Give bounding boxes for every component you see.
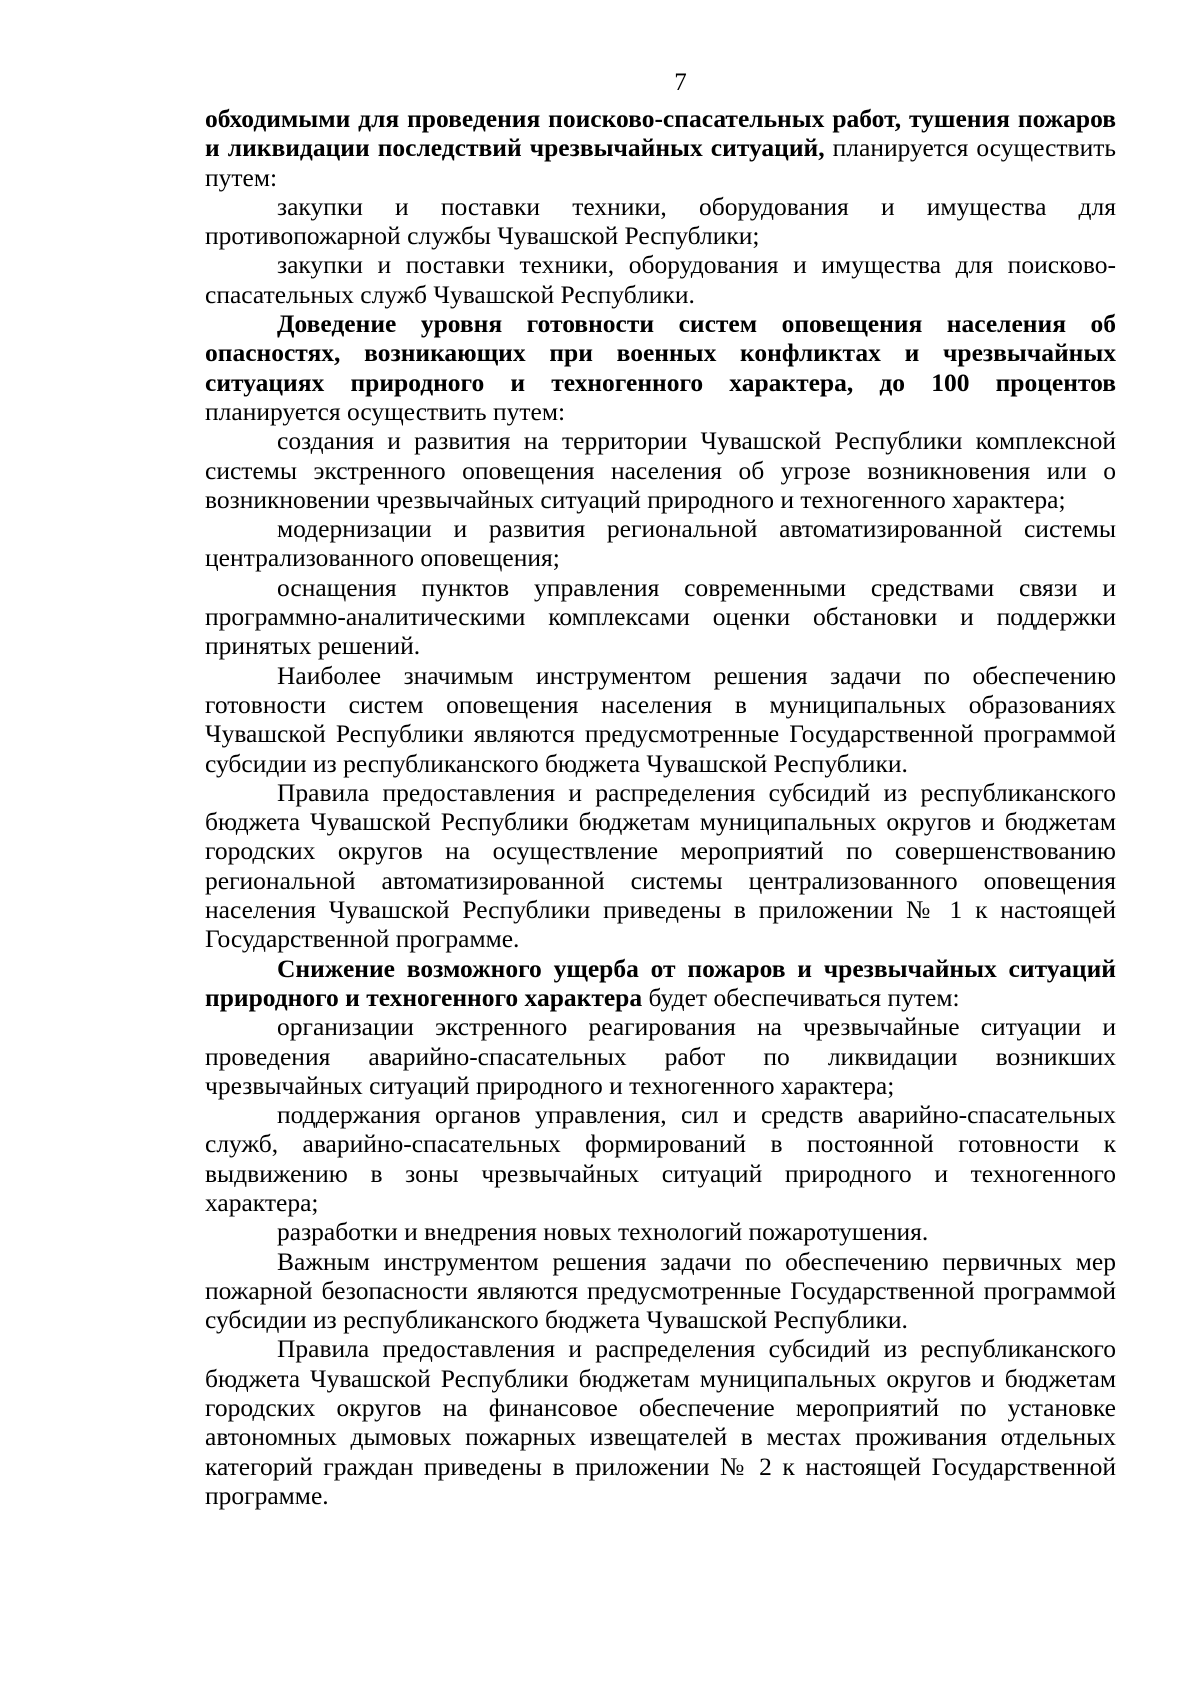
paragraph-text: закупки и поставки техники, оборудования и имущества для противопожарной службы Чувашской Республики; [205,191,1116,251]
paragraph [205,1217,1116,1246]
paragraph [205,573,1116,661]
paragraph-text: оснащения пунктов управления современными средствами связи и программно-аналитическими комплексами оценки обстановки и поддержки принятых решений. [205,572,1116,661]
paragraph-text: планируется осуществить путем: [205,396,566,426]
paragraph-text: закупки и поставки техники, оборудования и имущества для поисково-спасательных служб Чувашской Республики. [205,250,1116,309]
paragraph-text: создания и развития на территории Чувашской Республики комплексной системы экстренного оповещения населения об угрозе возникновения или о возникновении чрезвычайных ситуаций природного и техногенного характера; [205,426,1116,514]
paragraph-text: Наиболее значимым инструментом решения задачи по обеспечению готовности систем оповещения населения в муниципальных образованиях Чувашской Республики являются предусмотренные Государственной программой субсидии из республиканского бюджета Чувашской Республики. [205,660,1116,778]
paragraph-text: модернизации и развития региональной автоматизированной системы централизованного оповещения; [205,514,1116,573]
paragraph [205,426,1116,514]
paragraph [205,778,1116,954]
document-body [205,104,1116,1510]
paragraph [205,192,1116,251]
bold-phrase: Доведение уровня готовности систем оповещения населения об опасностях, возникающих при военных конфликтах и чрезвычайных ситуациях природного и техногенного характера, до 100 процентов [205,309,1116,397]
paragraph-text: поддержания органов управления, сил и средств аварийно-спасательных служб, аварийно-спасательных формирований в постоянной готовности к выдвижению в зоны чрезвычайных ситуаций природного и техногенного характера; [205,1100,1116,1217]
page-number: 7 [674,69,687,96]
paragraph [205,104,1116,192]
paragraph-text: разработки и внедрения новых технологий пожаротушения. [277,1217,929,1247]
paragraph-text: организации экстренного реагирования на чрезвычайные ситуации и проведения аварийно-спасательных работ по ликвидации возникших чрезвычайных ситуаций природного и техногенного характера; [205,1012,1116,1100]
paragraph-text: планируется осуществить путем: [205,133,1116,192]
paragraph [205,954,1116,1013]
paragraph [205,1247,1116,1335]
paragraph [205,1334,1116,1510]
paragraph [205,1100,1116,1217]
paragraph [205,1012,1116,1100]
paragraph-text: Важным инструментом решения задачи по обеспечению первичных мер пожарной безопасности являются предусмотренные Государственной программой субсидии из республиканского бюджета Чувашской Республики. [205,1246,1116,1335]
paragraph [205,250,1116,309]
bold-phrase: Снижение возможного ущерба от пожаров и чрезвычайных ситуаций природного и техногенного характера [205,953,1116,1012]
paragraph [205,309,1116,426]
paragraph-text: Правила предоставления и распределения субсидий из республиканского бюджета Чувашской Республики бюджетам муниципальных округов и бюджетам городских округов на финансовое обеспечение мероприятий по установке автономных дымовых пожарных извещателей в местах проживания отдельных категорий граждан приведены в приложении № 2 к настоящей Государственной программе. [205,1334,1116,1510]
paragraph [205,661,1116,778]
paragraph-text: будет обеспечиваться путем: [642,982,960,1012]
paragraph [205,514,1116,573]
paragraph-text: Правила предоставления и распределения субсидий из республиканского бюджета Чувашской Республики бюджетам муниципальных округов и бюджетам городских округов на осуществление мероприятий по совершенствованию региональной автоматизированной системы централизованного оповещения населения Чувашской Республики приведены в приложении № 1 к настоящей Государственной программе. [205,777,1116,954]
bold-phrase: обходимыми для проведения поисково-спасательных работ, тушения пожаров и ликвидации последствий чрезвычайных ситуаций, [205,104,1116,163]
